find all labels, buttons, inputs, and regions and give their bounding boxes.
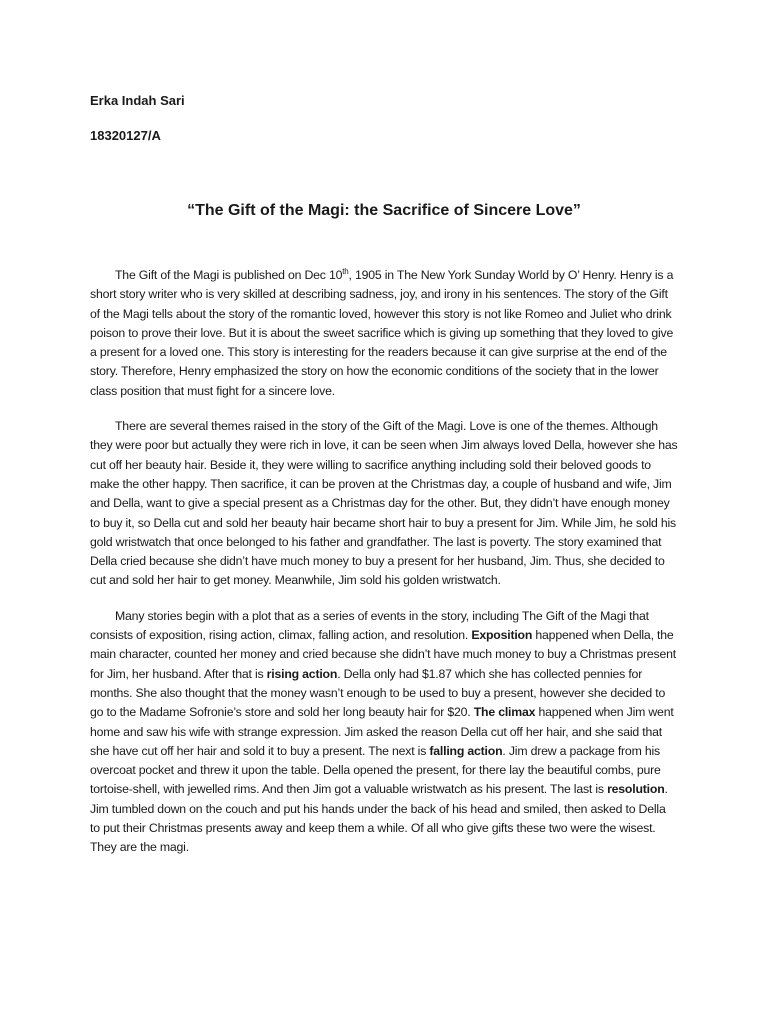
paragraph-plot	[90, 607, 678, 858]
plot-text-3: . Della only had $1.87 which she has collected pennies for months. She also thought that the money wasn’t enough to be used to buy a present, however she decided to go to the Madame Sofronie’s store and sold her long beauty hair for $20.	[90, 666, 666, 720]
author-name: Erka Indah Sari	[90, 93, 185, 108]
essay-body	[90, 266, 678, 874]
term-resolution: resolution	[607, 782, 665, 797]
ordinal-suffix: th	[342, 266, 349, 276]
term-falling-action: falling action	[429, 743, 503, 758]
plot-text-5: . Jim drew a package from his overcoat pocket and threw it upon the table. Della opened the present, for there lay the beautiful combs, pure tortoise-shell, with jewelled rims. And then Jim got a valuable wristwatch as his present. The last is	[90, 743, 661, 797]
essay-title: “The Gift of the Magi: the Sacrifice of Sincere Love”	[187, 202, 581, 219]
term-exposition: Exposition	[471, 628, 533, 643]
intro-text-2: , 1905 in The New York Sunday World by O’ Henry. Henry is a short story writer who is very skilled at describing sadness, joy, and irony in his sentences. The story of the Gift of the Magi tells about the story of the romantic loved, however this story is not like Romeo and Juliet who drink poison to prove their love. But it is about the sweet sacrifice which is giving up something that they loved to give a present for a loved one. This story is interesting for the readers because it can give surprise at the end of the story. Therefore, Henry emphasized the story on how the economic conditions of the society that in the lower class position that must fight for a sincere love.	[90, 268, 674, 398]
student-id: 18320127/A	[90, 128, 161, 143]
paragraph-intro	[90, 266, 678, 401]
term-rising-action: rising action	[266, 666, 338, 681]
plot-text-1: Many stories begin with a plot that as a series of events in the story, including The Gift of the Magi that consists of exposition, rising action, climax, falling action, and resolution.	[90, 608, 649, 643]
term-climax: The climax	[473, 705, 536, 720]
intro-text-1: The Gift of the Magi is published on Dec 10	[115, 268, 343, 282]
plot-text-6: . Jim tumbled down on the couch and put his hands under the back of his head and smiled, then asked to Della to put their Christmas presents away and keep them a while. Of all who give gifts these two were the wisest. They are the magi.	[90, 782, 668, 855]
plot-text-2: happened when Della, the main character, counted her money and cried because she didn’t have much money to buy a Christmas present for Jim, her husband. After that is	[90, 628, 676, 681]
themes-text: There are several themes raised in the story of the Gift of the Magi. Love is one of the themes. Although they were poor but actually they were rich in love, it can be seen when Jim always loved Della, however she has cut off her beauty hair. Beside it, they were willing to sacrifice anything including sold their beloved goods to make the other happy. Then sacrifice, it can be proven at the Christmas day, a couple of husband and wife, Jim and Della, want to give a special present as a Christmas day for the other. But, they didn’t have enough money to buy it, so Della cut and sold her beauty hair became short hair to buy a present for Jim. While Jim, he sold his gold wristwatch that once belonged to his father and grandfather. The last is poverty. The story examined that Della cried because she didn’t have much money to buy a present for her husband, Jim. Thus, she decided to cut and sold her hair to get money. Meanwhile, Jim sold his golden wristwatch.	[90, 419, 678, 588]
paragraph-themes	[90, 417, 678, 591]
plot-text-4: happened when Jim went home and saw his wife with strange expression. Jim asked the reason Della cut off her hair, and she said that she have cut off her hair and sold it to buy a present. The next is	[90, 705, 674, 758]
